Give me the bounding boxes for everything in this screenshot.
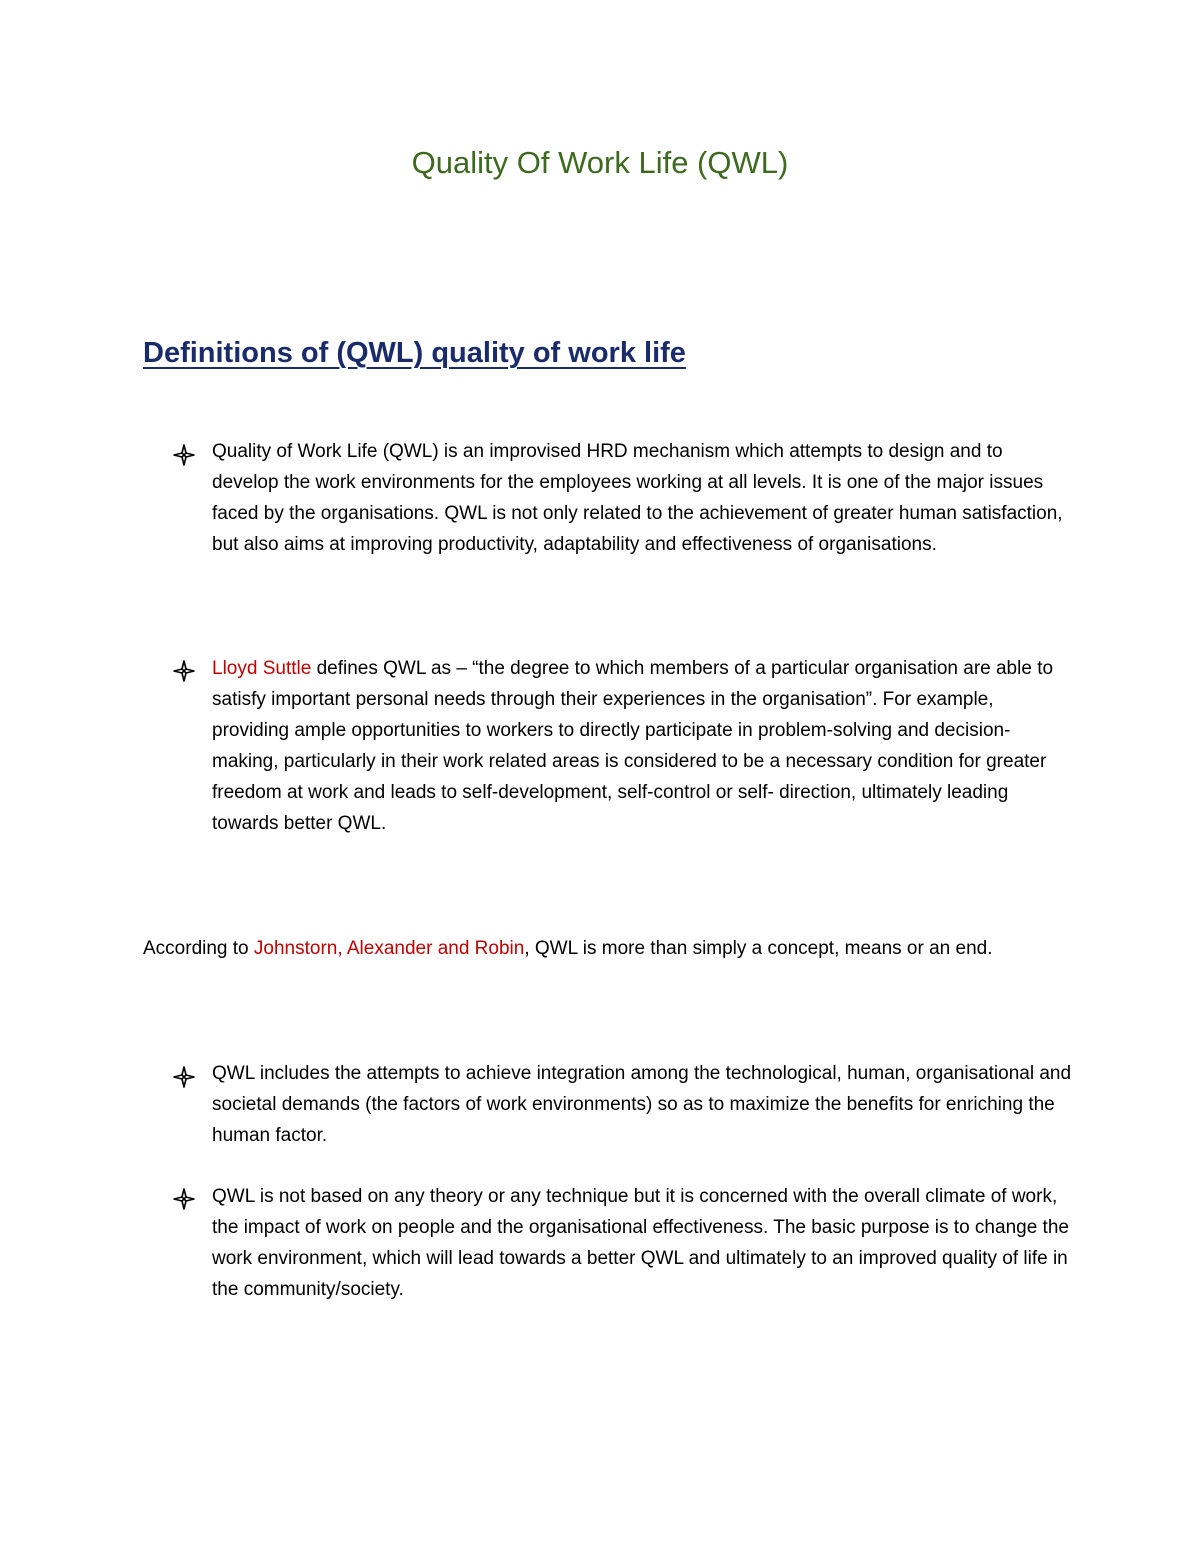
bullet-item-2-text: defines QWL as – “the degree to which members of a particular organisation are able to satisfy important personal needs through their experiences in the organisation”. For example, providing ample opportunities to workers to directly participate in problem-solving and decision-making, particularly in their work related areas is considered to be a necessary condition for greater freedom at work and leads to self-development, self-control or self- direction, ultimately leading towards better QWL. bbox=[212, 658, 1054, 834]
four-diamond-bullet-icon bbox=[173, 444, 195, 466]
author-name-lloyd-suttle: Lloyd Suttle bbox=[212, 658, 312, 679]
bullet-item-2 bbox=[212, 653, 1072, 839]
paragraph-prefix: According to bbox=[143, 938, 254, 959]
paragraph-suffix: , QWL is more than simply a concept, means or an end. bbox=[524, 938, 993, 959]
four-diamond-bullet-icon bbox=[173, 660, 195, 682]
bullet-item-3 bbox=[212, 1058, 1072, 1151]
johnstorn-paragraph bbox=[143, 933, 1063, 964]
bullet-item-1-text: Quality of Work Life (QWL) is an improvised HRD mechanism which attempts to design and to develop the work environments for the employees working at all levels. It is one of the major issues faced by the organisations. QWL is not only related to the achievement of greater human satisfaction, but also aims at improving productivity, adaptability and effectiveness of organisations. bbox=[212, 441, 1063, 555]
bullet-item-3-text: QWL includes the attempts to achieve integration among the technological, human, organisational and societal demands (the factors of work environments) so as to maximize the benefits for enriching the human factor. bbox=[212, 1063, 1072, 1146]
four-diamond-bullet-icon bbox=[173, 1188, 195, 1210]
document-title: Quality Of Work Life (QWL) bbox=[411, 145, 789, 180]
bullet-item-4 bbox=[212, 1181, 1072, 1305]
bullet-item-4-text: QWL is not based on any theory or any technique but it is concerned with the overall climate of work, the impact of work on people and the organisational effectiveness. The basic purpose is to change the work environment, which will lead towards a better QWL and ultimately to an improved quality of life in the community/society. bbox=[212, 1186, 1069, 1300]
author-names-johnstorn: Johnstorn, Alexander and Robin bbox=[253, 938, 525, 959]
bullet-item-1 bbox=[212, 436, 1072, 560]
section-heading: Definitions of (QWL) quality of work life bbox=[143, 337, 686, 369]
four-diamond-bullet-icon bbox=[173, 1066, 195, 1088]
